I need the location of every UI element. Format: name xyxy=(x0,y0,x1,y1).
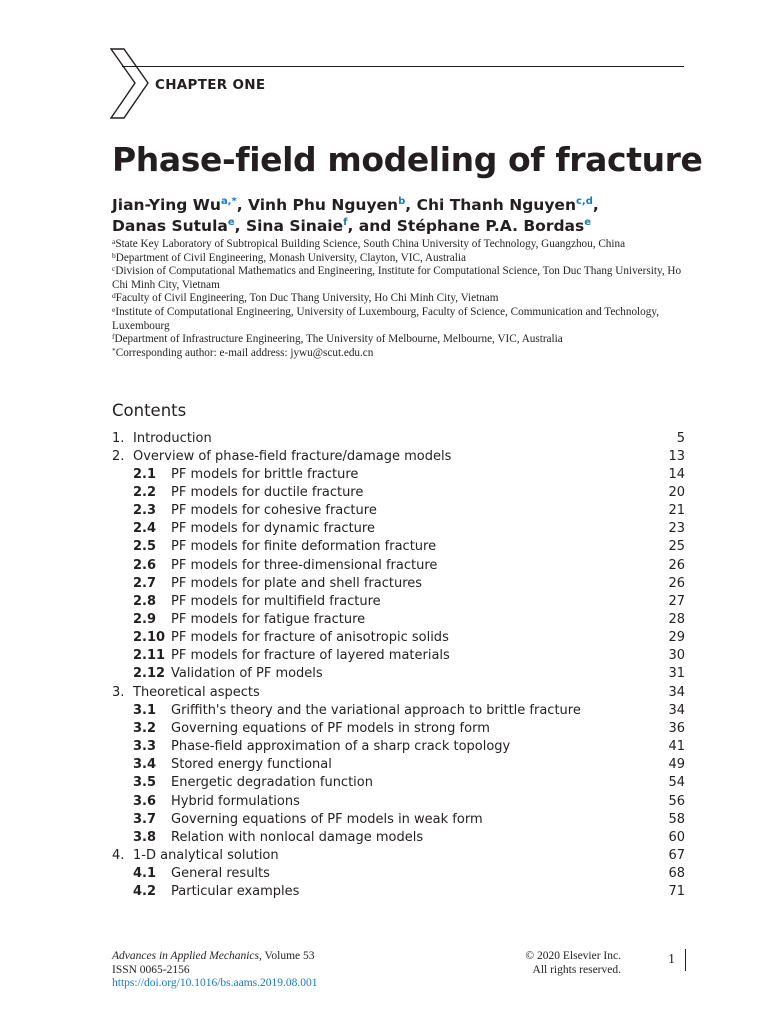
toc-subsection-entry[interactable] xyxy=(112,865,685,883)
toc-entry-page: 20 xyxy=(668,484,685,500)
toc-subsection-entry[interactable] xyxy=(112,720,685,738)
toc-subsection-entry[interactable] xyxy=(112,520,685,538)
copyright-line: © 2020 Elsevier Inc. xyxy=(525,950,621,962)
author-list xyxy=(112,195,702,237)
toc-entry-number: 2.8 xyxy=(133,593,157,609)
toc-entry-title: PF models for fatigue fracture xyxy=(171,612,366,627)
chapter-header-rule xyxy=(122,66,684,67)
footer-journal-title: Advances in Applied Mechanics xyxy=(112,950,260,962)
toc-entry-number: 4.2 xyxy=(133,884,157,900)
toc-subsection-entry[interactable] xyxy=(112,502,685,520)
toc-subsection-entry[interactable] xyxy=(112,647,685,665)
toc-section-entry[interactable] xyxy=(112,847,685,865)
toc-entry-title: Phase-field approximation of a sharp crack topology xyxy=(171,739,511,755)
toc-entry-title: PF models for multifield fracture xyxy=(171,593,381,609)
toc-entry-title: Griffith's theory and the variational approach to brittle fracture xyxy=(171,702,581,718)
toc-entry-title: Validation of PF models xyxy=(171,666,323,682)
toc-subsection-entry[interactable] xyxy=(112,829,685,847)
toc-entry-number: 4.1 xyxy=(133,866,157,882)
toc-entry-number: 2.12 xyxy=(133,666,166,682)
author-separator: , xyxy=(592,196,599,214)
toc-subsection-entry[interactable] xyxy=(112,883,685,901)
affiliation-text: Department of Infrastructure Engineering, The University of Melbourne, Melbourne, VIC, Australia xyxy=(114,333,563,346)
toc-entry-title: PF models for brittle fracture xyxy=(171,466,359,482)
toc-entry-page: 21 xyxy=(668,503,685,519)
toc-entry-title: General results xyxy=(171,866,270,882)
toc-entry-page: 36 xyxy=(668,720,685,736)
footer-issn: ISSN 0065-2156 xyxy=(112,963,190,976)
toc-entry-page: 5 xyxy=(676,430,685,446)
toc-entry-number: 2.10 xyxy=(133,630,166,646)
author-separator: , xyxy=(236,196,249,214)
footer-doi-link[interactable]: https://doi.org/10.1016/bs.aams.2019.08.001 xyxy=(112,977,318,989)
footer-copyright xyxy=(480,950,621,977)
toc-subsection-entry[interactable] xyxy=(112,557,685,575)
affiliation-text: Faculty of Civil Engineering, Ton Duc Thang University, Ho Chi Minh City, Vietnam xyxy=(115,292,499,305)
toc-entry-number: 2.6 xyxy=(133,557,157,573)
author-name: Sina Sinaie xyxy=(245,217,344,235)
affiliation-marker: d xyxy=(112,291,116,301)
toc-entry-number: 2.9 xyxy=(133,612,157,627)
footer-volume: , Volume 53 xyxy=(259,950,315,962)
toc-entry-number: 2.1 xyxy=(133,466,157,482)
toc-entry-title: Governing equations of PF models in strong form xyxy=(171,720,490,736)
affiliation-text: Division of Computational Mathematics and Engineering, Institute for Computational Science, Ton Duc Thang University, Ho Chi Minh City, Vietnam xyxy=(112,265,682,291)
toc-entry-page: 13 xyxy=(668,448,685,464)
author-name: Vinh Phu Nguyen xyxy=(248,196,399,214)
toc-entry-number: 2. xyxy=(112,448,125,464)
toc-entry-number: 2.7 xyxy=(133,575,157,591)
affiliation-marker: b xyxy=(112,250,116,260)
toc-entry-page: 23 xyxy=(668,521,685,537)
toc-subsection-entry[interactable] xyxy=(112,774,685,792)
page-number: 1 xyxy=(668,952,675,967)
toc-section-entry[interactable] xyxy=(112,448,685,466)
toc-entry-page: 56 xyxy=(668,793,685,809)
toc-entry-number: 2.11 xyxy=(133,648,166,664)
affiliation-text: Corresponding author: e-mail address: jywu@scut.edu.cn xyxy=(115,346,374,359)
toc-entry-number: 3.1 xyxy=(133,702,157,718)
toc-subsection-entry[interactable] xyxy=(112,665,685,683)
toc-entry-number: 1. xyxy=(112,430,125,446)
author-separator: , and xyxy=(347,217,397,235)
toc-entry-page: 28 xyxy=(668,612,685,627)
chapter-title: Phase-field modeling of fracture xyxy=(112,140,703,179)
author-affiliation-marker[interactable]: c,d xyxy=(575,196,593,207)
toc-entry-page: 31 xyxy=(668,666,685,682)
toc-entry-page: 54 xyxy=(668,775,685,791)
toc-entry-page: 26 xyxy=(668,557,685,573)
toc-entry-page: 25 xyxy=(668,539,685,555)
affiliation-item xyxy=(112,292,692,306)
affiliation-item xyxy=(112,347,692,361)
affiliation-item xyxy=(112,333,692,347)
toc-entry-number: 2.2 xyxy=(133,484,157,500)
toc-entry-title: PF models for three-dimensional fracture xyxy=(171,557,438,573)
toc-entry-page: 68 xyxy=(668,866,685,882)
toc-subsection-entry[interactable] xyxy=(112,611,685,629)
toc-entry-title: Stored energy functional xyxy=(171,757,332,773)
toc-subsection-entry[interactable] xyxy=(112,738,685,756)
toc-entry-page: 67 xyxy=(668,847,685,863)
toc-entry-page: 34 xyxy=(668,702,685,718)
toc-entry-page: 14 xyxy=(668,466,685,482)
toc-entry-title: PF models for fracture of layered materials xyxy=(171,648,450,664)
affiliation-marker: c xyxy=(112,264,116,274)
affiliation-item xyxy=(112,238,692,252)
toc-entry-page: 71 xyxy=(668,884,685,900)
toc-entry-page: 41 xyxy=(668,739,685,755)
author-affiliation-marker[interactable]: f xyxy=(343,217,348,228)
author-name: Chi Thanh Nguyen xyxy=(416,196,576,214)
toc-entry-number: 3.4 xyxy=(133,757,157,773)
toc-entry-title: Hybrid formulations xyxy=(171,793,300,809)
toc-entry-title: 1-D analytical solution xyxy=(133,847,279,863)
page-number-rule xyxy=(685,949,686,971)
affiliation-item xyxy=(112,306,692,333)
contents-heading: Contents xyxy=(112,401,187,420)
rights-line: All rights reserved. xyxy=(532,963,621,976)
affiliation-marker: e xyxy=(112,304,116,314)
author-affiliation-marker[interactable]: e xyxy=(584,217,592,228)
toc-entry-page: 58 xyxy=(668,811,685,827)
toc-section-entry[interactable] xyxy=(112,430,685,448)
toc-entry-number: 3.3 xyxy=(133,739,157,755)
toc-entry-number: 2.4 xyxy=(133,521,157,537)
toc-entry-title: Energetic degradation function xyxy=(171,775,373,791)
toc-entry-page: 29 xyxy=(668,630,685,646)
affiliation-list xyxy=(112,238,692,360)
toc-entry-title: PF models for dynamic fracture xyxy=(171,521,375,537)
toc-subsection-entry[interactable] xyxy=(112,466,685,484)
chapter-label: CHAPTER ONE xyxy=(155,77,266,93)
affiliation-marker: f xyxy=(112,332,115,342)
toc-subsection-entry[interactable] xyxy=(112,811,685,829)
toc-subsection-entry[interactable] xyxy=(112,575,685,593)
affiliation-text: State Key Laboratory of Subtropical Building Science, South China University of Technology, Guangzhou, China xyxy=(115,238,626,250)
toc-entry-title: Particular examples xyxy=(171,884,300,900)
toc-entry-page: 30 xyxy=(668,648,685,664)
toc-entry-page: 34 xyxy=(668,684,685,700)
toc-subsection-entry[interactable] xyxy=(112,538,685,556)
toc-entry-number: 3.8 xyxy=(133,829,157,845)
toc-entry-title: Governing equations of PF models in weak form xyxy=(171,811,483,827)
toc-entry-page: 60 xyxy=(668,829,685,845)
affiliation-marker: * xyxy=(112,345,116,355)
chapter-chevron-emblem xyxy=(110,48,150,120)
author-affiliation-marker[interactable]: a,* xyxy=(220,196,237,207)
toc-entry-number: 3. xyxy=(112,684,125,700)
toc-entry-title: Theoretical aspects xyxy=(133,684,260,700)
toc-subsection-entry[interactable] xyxy=(112,593,685,611)
footer-journal-info xyxy=(112,950,318,991)
toc-entry-title: PF models for fracture of anisotropic solids xyxy=(171,630,449,646)
toc-section-entry[interactable] xyxy=(112,684,685,702)
toc-subsection-entry[interactable] xyxy=(112,702,685,720)
toc-entry-number: 3.5 xyxy=(133,775,157,791)
toc-entry-title: Introduction xyxy=(133,430,212,446)
toc-entry-number: 3.2 xyxy=(133,720,157,736)
author-name: Danas Sutula xyxy=(112,217,228,235)
affiliation-item xyxy=(112,252,692,266)
author-separator: , xyxy=(234,217,246,235)
toc-entry-page: 26 xyxy=(668,575,685,591)
toc-entry-number: 3.7 xyxy=(133,811,157,827)
toc-entry-page: 49 xyxy=(668,757,685,773)
toc-subsection-entry[interactable] xyxy=(112,484,685,502)
author-separator: , xyxy=(405,196,417,214)
toc-subsection-entry[interactable] xyxy=(112,629,685,647)
author-name: Jian-Ying Wu xyxy=(112,196,221,214)
affiliation-marker: a xyxy=(112,237,116,246)
author-affiliation-marker[interactable]: e xyxy=(227,217,235,228)
author-name: Stéphane P.A. Bordas xyxy=(396,217,585,235)
toc-subsection-entry[interactable] xyxy=(112,793,685,811)
toc-entry-title: PF models for plate and shell fractures xyxy=(171,575,423,591)
toc-entry-title: PF models for ductile fracture xyxy=(171,484,364,500)
toc-entry-title: Overview of phase-field fracture/damage models xyxy=(133,448,452,464)
toc-entry-number: 3.6 xyxy=(133,793,157,809)
affiliation-item xyxy=(112,265,692,292)
toc-entry-title: Relation with nonlocal damage models xyxy=(171,829,424,845)
affiliation-text: Department of Civil Engineering, Monash University, Clayton, VIC, Australia xyxy=(115,251,466,264)
toc-subsection-entry[interactable] xyxy=(112,756,685,774)
author-affiliation-marker[interactable]: b xyxy=(398,196,406,207)
toc-entry-title: PF models for cohesive fracture xyxy=(171,503,377,519)
toc-entry-number: 2.5 xyxy=(133,539,157,555)
toc-entry-page: 27 xyxy=(668,593,685,609)
affiliation-text: Institute of Computational Engineering, University of Luxembourg, Faculty of Science, Communication and Technology, Luxembourg xyxy=(112,305,660,332)
toc-entry-number: 4. xyxy=(112,847,125,863)
toc-entry-title: PF models for finite deformation fracture xyxy=(171,539,437,555)
toc-entry-number: 2.3 xyxy=(133,503,157,519)
